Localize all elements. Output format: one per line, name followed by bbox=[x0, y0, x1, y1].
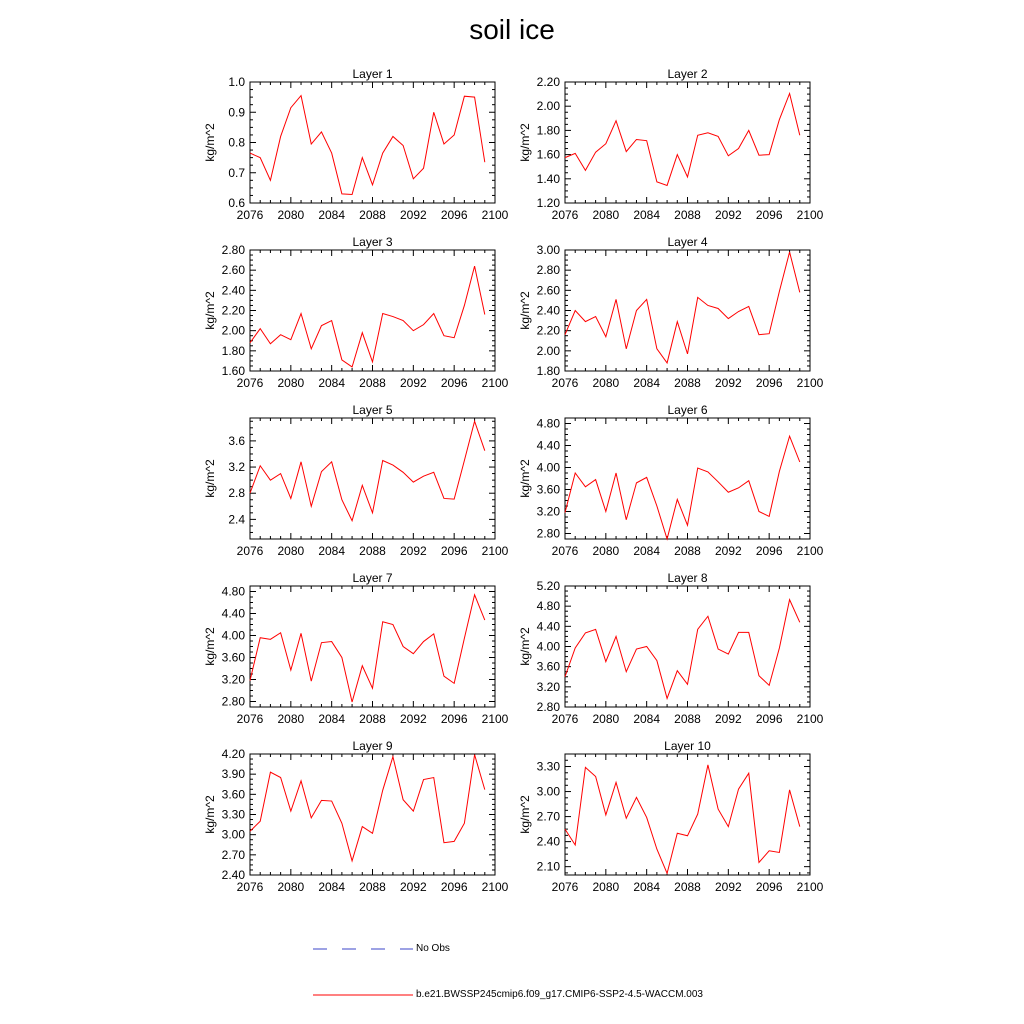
x-tick-label: 2076 bbox=[551, 208, 579, 222]
x-tick-label: 2084 bbox=[633, 712, 661, 726]
x-tick-label: 2076 bbox=[236, 544, 264, 558]
chart-panel-layer-10 bbox=[505, 734, 830, 905]
x-tick-label: 2084 bbox=[318, 712, 346, 726]
panel-title: Layer 6 bbox=[667, 403, 708, 417]
panel-title: Layer 7 bbox=[352, 571, 393, 585]
y-tick-label: 2.00 bbox=[536, 99, 560, 114]
y-tick-label: 2.70 bbox=[221, 847, 245, 862]
series-line bbox=[565, 252, 800, 363]
y-axis-label: kg/m^2 bbox=[203, 291, 217, 330]
y-tick-label: 4.80 bbox=[221, 584, 245, 599]
y-tick-label: 3.30 bbox=[536, 759, 560, 774]
y-axis-label: kg/m^2 bbox=[518, 459, 532, 498]
x-tick-label: 2088 bbox=[674, 544, 701, 558]
chart-panel-layer-8 bbox=[505, 566, 830, 737]
plot-frame bbox=[565, 754, 810, 875]
x-tick-label: 2088 bbox=[674, 376, 701, 390]
y-tick-label: 2.00 bbox=[221, 323, 245, 338]
y-tick-label: 3.20 bbox=[536, 504, 560, 519]
y-tick-label: 0.9 bbox=[228, 105, 245, 120]
series-line bbox=[250, 595, 485, 702]
x-tick-label: 2076 bbox=[551, 544, 579, 558]
x-tick-label: 2092 bbox=[714, 712, 742, 726]
x-tick-label: 2100 bbox=[796, 712, 824, 726]
y-tick-label: 2.40 bbox=[221, 868, 245, 882]
plot-frame bbox=[250, 754, 495, 875]
y-tick-label: 1.80 bbox=[536, 364, 560, 378]
x-tick-label: 2088 bbox=[674, 712, 701, 726]
x-tick-label: 2096 bbox=[440, 880, 468, 894]
plot-frame bbox=[565, 586, 810, 707]
y-tick-label: 1.60 bbox=[536, 147, 560, 162]
y-tick-label: 2.40 bbox=[221, 283, 245, 298]
x-tick-label: 2096 bbox=[755, 880, 783, 894]
x-tick-label: 2100 bbox=[481, 880, 509, 894]
y-axis-label: kg/m^2 bbox=[203, 123, 217, 162]
x-tick-label: 2096 bbox=[755, 208, 783, 222]
chart-panel-layer-7 bbox=[190, 566, 515, 737]
x-tick-label: 2088 bbox=[359, 376, 386, 390]
x-tick-label: 2080 bbox=[592, 376, 620, 390]
figure-title: soil ice bbox=[469, 14, 555, 45]
series-line bbox=[250, 755, 485, 861]
y-axis-label: kg/m^2 bbox=[518, 123, 532, 162]
y-tick-label: 2.20 bbox=[536, 323, 560, 338]
y-tick-label: 2.80 bbox=[221, 243, 245, 257]
x-tick-label: 2080 bbox=[592, 208, 620, 222]
x-tick-label: 2084 bbox=[318, 880, 346, 894]
y-tick-label: 3.60 bbox=[221, 787, 245, 802]
y-tick-label: 4.00 bbox=[221, 628, 245, 643]
series-line bbox=[565, 436, 800, 539]
x-tick-label: 2084 bbox=[318, 376, 346, 390]
x-tick-label: 2096 bbox=[440, 376, 468, 390]
x-tick-label: 2092 bbox=[714, 376, 742, 390]
chart-panel-layer-3 bbox=[190, 230, 515, 401]
x-tick-label: 2088 bbox=[674, 880, 701, 894]
x-tick-label: 2096 bbox=[755, 544, 783, 558]
x-tick-label: 2100 bbox=[481, 376, 509, 390]
panel-title: Layer 9 bbox=[352, 739, 393, 753]
chart-panel-layer-2 bbox=[505, 62, 830, 233]
panel-title: Layer 10 bbox=[664, 739, 711, 753]
x-tick-label: 2100 bbox=[481, 712, 509, 726]
x-tick-label: 2076 bbox=[551, 880, 579, 894]
chart-panel-layer-6 bbox=[505, 398, 830, 569]
plot-frame bbox=[250, 250, 495, 371]
x-tick-label: 2100 bbox=[481, 544, 509, 558]
x-tick-label: 2092 bbox=[399, 712, 427, 726]
x-tick-label: 2076 bbox=[236, 376, 264, 390]
y-tick-label: 1.0 bbox=[228, 75, 245, 89]
x-tick-label: 2084 bbox=[633, 880, 661, 894]
plot-frame bbox=[250, 418, 495, 539]
y-tick-label: 3.60 bbox=[221, 650, 245, 665]
x-tick-label: 2088 bbox=[359, 880, 386, 894]
x-tick-label: 2084 bbox=[633, 208, 661, 222]
series-line bbox=[250, 266, 485, 367]
x-tick-label: 2084 bbox=[633, 544, 661, 558]
x-tick-label: 2100 bbox=[796, 880, 824, 894]
panel-title: Layer 8 bbox=[667, 571, 708, 585]
y-tick-label: 2.10 bbox=[536, 859, 560, 874]
x-tick-label: 2088 bbox=[359, 544, 386, 558]
y-tick-label: 3.60 bbox=[536, 659, 560, 674]
series-line bbox=[565, 765, 800, 873]
x-tick-label: 2088 bbox=[359, 208, 386, 222]
y-tick-label: 0.6 bbox=[228, 196, 245, 210]
y-tick-label: 2.40 bbox=[536, 834, 560, 849]
y-axis-label: kg/m^2 bbox=[203, 459, 217, 498]
y-axis-label: kg/m^2 bbox=[518, 795, 532, 834]
panel-title: Layer 1 bbox=[352, 67, 393, 81]
y-tick-label: 3.6 bbox=[228, 433, 245, 448]
x-tick-label: 2076 bbox=[236, 208, 264, 222]
x-tick-label: 2080 bbox=[277, 544, 305, 558]
x-tick-label: 2080 bbox=[277, 376, 305, 390]
y-axis-label: kg/m^2 bbox=[203, 627, 217, 666]
chart-panel-layer-1 bbox=[190, 62, 515, 233]
y-tick-label: 3.20 bbox=[221, 672, 245, 687]
y-tick-label: 3.90 bbox=[221, 767, 245, 782]
x-tick-label: 2096 bbox=[755, 712, 783, 726]
x-tick-label: 2084 bbox=[633, 376, 661, 390]
y-tick-label: 3.30 bbox=[221, 807, 245, 822]
y-tick-label: 1.60 bbox=[221, 364, 245, 378]
y-axis-label: kg/m^2 bbox=[518, 291, 532, 330]
x-tick-label: 2080 bbox=[592, 880, 620, 894]
x-tick-label: 2080 bbox=[277, 880, 305, 894]
x-tick-label: 2096 bbox=[440, 712, 468, 726]
y-axis-label: kg/m^2 bbox=[203, 795, 217, 834]
x-tick-label: 2096 bbox=[755, 376, 783, 390]
plot-frame bbox=[565, 82, 810, 203]
x-tick-label: 2100 bbox=[796, 208, 824, 222]
y-tick-label: 4.00 bbox=[536, 460, 560, 475]
legend-label-no-obs: No Obs bbox=[416, 943, 450, 954]
x-tick-label: 2088 bbox=[674, 208, 701, 222]
series-line bbox=[565, 94, 800, 186]
chart-panel-layer-4 bbox=[505, 230, 830, 401]
x-tick-label: 2076 bbox=[236, 712, 264, 726]
x-tick-label: 2092 bbox=[714, 208, 742, 222]
x-tick-label: 2100 bbox=[481, 208, 509, 222]
x-tick-label: 2092 bbox=[714, 880, 742, 894]
y-tick-label: 2.60 bbox=[221, 263, 245, 278]
y-tick-label: 2.4 bbox=[228, 512, 245, 527]
x-tick-label: 2088 bbox=[359, 712, 386, 726]
y-tick-label: 2.80 bbox=[536, 700, 560, 714]
x-tick-label: 2092 bbox=[399, 544, 427, 558]
panel-title: Layer 4 bbox=[667, 235, 708, 249]
y-tick-label: 0.8 bbox=[228, 135, 245, 150]
chart-panel-layer-9 bbox=[190, 734, 515, 905]
y-tick-label: 2.20 bbox=[536, 75, 560, 89]
y-tick-label: 2.40 bbox=[536, 303, 560, 318]
x-tick-label: 2076 bbox=[551, 376, 579, 390]
x-tick-label: 2096 bbox=[440, 208, 468, 222]
y-tick-label: 4.40 bbox=[221, 606, 245, 621]
y-tick-label: 1.20 bbox=[536, 196, 560, 210]
y-tick-label: 4.80 bbox=[536, 416, 560, 431]
chart-panel-layer-5 bbox=[190, 398, 515, 569]
y-tick-label: 2.80 bbox=[221, 694, 245, 709]
x-tick-label: 2096 bbox=[440, 544, 468, 558]
y-tick-label: 2.00 bbox=[536, 343, 560, 358]
series-line bbox=[250, 96, 485, 195]
legend-label-model: b.e21.BWSSP245cmip6.f09_g17.CMIP6-SSP2-4.5-WACCM.003 bbox=[416, 989, 703, 1000]
x-tick-label: 2080 bbox=[592, 544, 620, 558]
x-tick-label: 2084 bbox=[318, 208, 346, 222]
y-tick-label: 0.7 bbox=[228, 165, 245, 180]
y-tick-label: 2.20 bbox=[221, 303, 245, 318]
y-tick-label: 4.20 bbox=[221, 747, 245, 761]
x-tick-label: 2080 bbox=[277, 208, 305, 222]
y-tick-label: 3.60 bbox=[536, 482, 560, 497]
y-tick-label: 2.60 bbox=[536, 283, 560, 298]
y-tick-label: 3.20 bbox=[536, 679, 560, 694]
y-tick-label: 1.40 bbox=[536, 171, 560, 186]
x-tick-label: 2092 bbox=[399, 208, 427, 222]
y-tick-label: 4.00 bbox=[536, 639, 560, 654]
y-tick-label: 3.00 bbox=[221, 827, 245, 842]
y-tick-label: 1.80 bbox=[221, 343, 245, 358]
y-tick-label: 1.80 bbox=[536, 123, 560, 138]
y-axis-label: kg/m^2 bbox=[518, 627, 532, 666]
x-tick-label: 2092 bbox=[399, 880, 427, 894]
x-tick-label: 2076 bbox=[551, 712, 579, 726]
y-tick-label: 4.80 bbox=[536, 599, 560, 614]
plot-frame bbox=[565, 418, 810, 539]
y-tick-label: 4.40 bbox=[536, 619, 560, 634]
y-tick-label: 3.00 bbox=[536, 784, 560, 799]
y-tick-label: 3.2 bbox=[228, 460, 245, 475]
x-tick-label: 2100 bbox=[796, 376, 824, 390]
x-tick-label: 2084 bbox=[318, 544, 346, 558]
x-tick-label: 2076 bbox=[236, 880, 264, 894]
x-tick-label: 2092 bbox=[714, 544, 742, 558]
panel-title: Layer 2 bbox=[667, 67, 708, 81]
y-tick-label: 2.8 bbox=[228, 486, 245, 501]
y-tick-label: 5.20 bbox=[536, 579, 560, 593]
series-line bbox=[250, 421, 485, 520]
x-tick-label: 2100 bbox=[796, 544, 824, 558]
x-tick-label: 2080 bbox=[592, 712, 620, 726]
y-tick-label: 2.70 bbox=[536, 809, 560, 824]
y-tick-label: 2.80 bbox=[536, 526, 560, 541]
y-tick-label: 4.40 bbox=[536, 438, 560, 453]
x-tick-label: 2092 bbox=[399, 376, 427, 390]
y-tick-label: 3.00 bbox=[536, 243, 560, 257]
x-tick-label: 2080 bbox=[277, 712, 305, 726]
panel-title: Layer 3 bbox=[352, 235, 393, 249]
panel-title: Layer 5 bbox=[352, 403, 393, 417]
y-tick-label: 2.80 bbox=[536, 263, 560, 278]
series-line bbox=[565, 600, 800, 699]
